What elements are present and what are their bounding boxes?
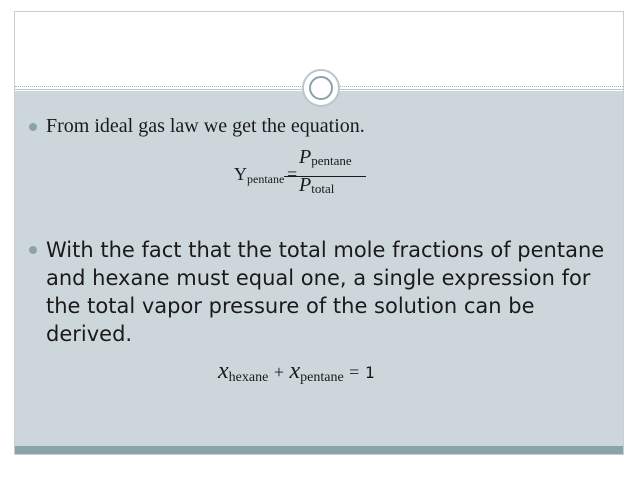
plus-sign: + xyxy=(273,362,284,382)
bullet-text-2-line-2: and hexane must equal one, a single expression for xyxy=(46,266,591,290)
lhs-symbol: Y xyxy=(234,164,247,184)
denominator-symbol: P xyxy=(299,174,312,196)
circle-ornament-icon xyxy=(302,69,340,107)
equals-sign: = xyxy=(287,164,298,184)
equation-lhs xyxy=(234,164,284,187)
bullet-text-2-line-3: the total vapor pressure of the solution can be xyxy=(46,294,535,318)
bullet-text-2-line-1: With the fact that the total mole fractions of pentane xyxy=(46,238,605,262)
term1-symbol: x xyxy=(218,358,229,384)
numerator-subscript: pentane xyxy=(311,153,352,168)
bullet-icon xyxy=(29,246,37,254)
numerator xyxy=(299,146,352,169)
rhs-value: 1 xyxy=(364,363,375,382)
bullet-icon xyxy=(29,123,37,131)
term2-symbol: x xyxy=(289,358,301,384)
denominator-subscript: total xyxy=(311,181,335,196)
equation-sum-of-fractions xyxy=(218,358,374,386)
term1-subscript: hexane xyxy=(228,370,269,385)
bullet-text-2-line-4: derived. xyxy=(46,322,133,346)
term2-subscript: pentane xyxy=(300,370,344,385)
footer-bar xyxy=(15,446,623,454)
equals-sign: = xyxy=(349,362,360,382)
numerator-symbol: P xyxy=(299,146,312,168)
denominator xyxy=(299,174,334,197)
lhs-subscript: pentane xyxy=(247,172,285,186)
equation-mole-fraction xyxy=(234,146,394,202)
bullet-text-1: From ideal gas law we get the equation. xyxy=(46,115,365,137)
